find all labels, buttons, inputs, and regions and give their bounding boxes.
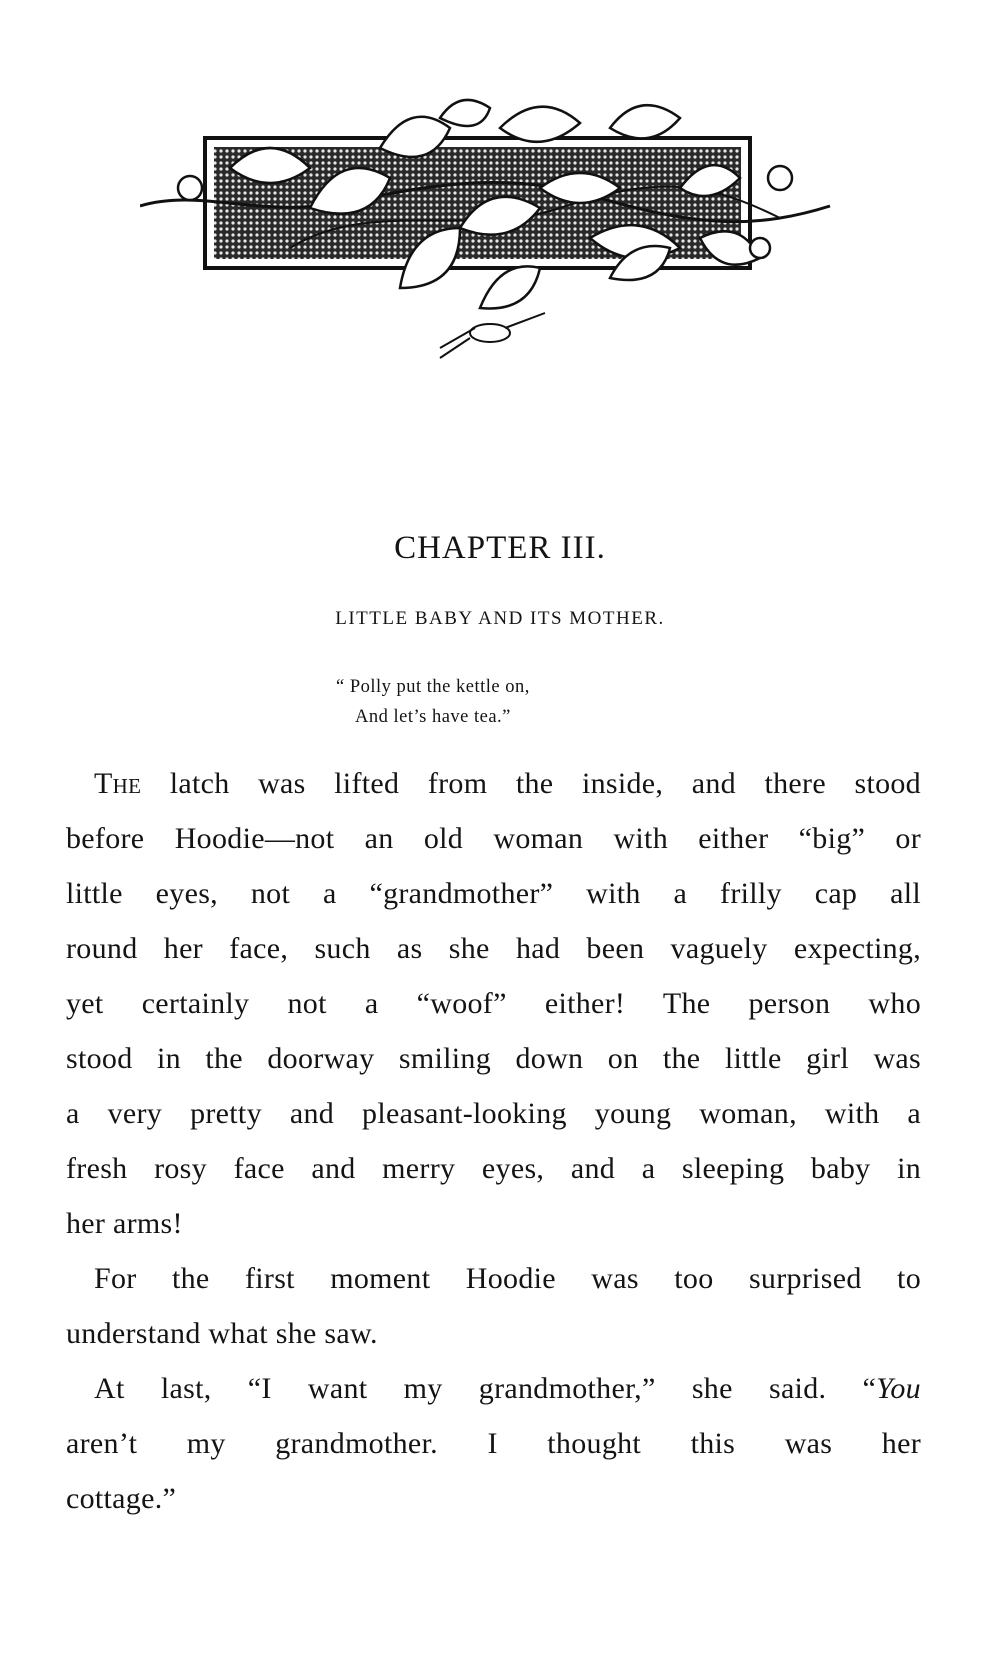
paragraph-line: before Hoodie—not an old woman with either “big” or: [66, 822, 921, 855]
paragraph-line: For the first moment Hoodie was too surprised to: [94, 1262, 921, 1295]
chapter-subtitle: LITTLE BABY AND ITS MOTHER.: [335, 608, 665, 629]
paragraph-line: yet certainly not a “woof” either! The person who: [66, 987, 921, 1020]
paragraph-line: stood in the doorway smiling down on the little girl was: [66, 1042, 921, 1075]
epigraph-line: “ Polly put the kettle on,: [336, 677, 530, 697]
emphasis: You: [876, 1372, 921, 1405]
paragraph-line: a very pretty and pleasant-looking young woman, with a: [66, 1097, 921, 1130]
paragraph-line: aren’t my grandmother. I thought this was her: [66, 1427, 921, 1460]
chapter-title: CHAPTER III.: [394, 530, 606, 566]
paragraph-line: fresh rosy face and merry eyes, and a sleeping baby in: [66, 1152, 921, 1185]
paragraph-line: [66, 756, 921, 811]
drop-word: The: [94, 767, 142, 800]
paragraph-line: cottage.”: [66, 1482, 177, 1515]
line-text: latch was lifted from the inside, and there stood: [141, 767, 921, 800]
epigraph-line: And let’s have tea.”: [355, 707, 511, 727]
body-text: [66, 756, 921, 1526]
floral-header-ornament: [140, 88, 840, 388]
paragraph-line: [66, 1361, 921, 1416]
line-text: At last, “I want my grandmother,” she said. “: [94, 1372, 877, 1405]
epigraph: [336, 672, 530, 732]
paragraph-line: her arms!: [66, 1207, 183, 1240]
paragraph-line: round her face, such as she had been vaguely expecting,: [66, 932, 921, 965]
paragraph-line: little eyes, not a “grandmother” with a frilly cap all: [66, 877, 921, 910]
paragraph-line: understand what she saw.: [66, 1317, 378, 1350]
